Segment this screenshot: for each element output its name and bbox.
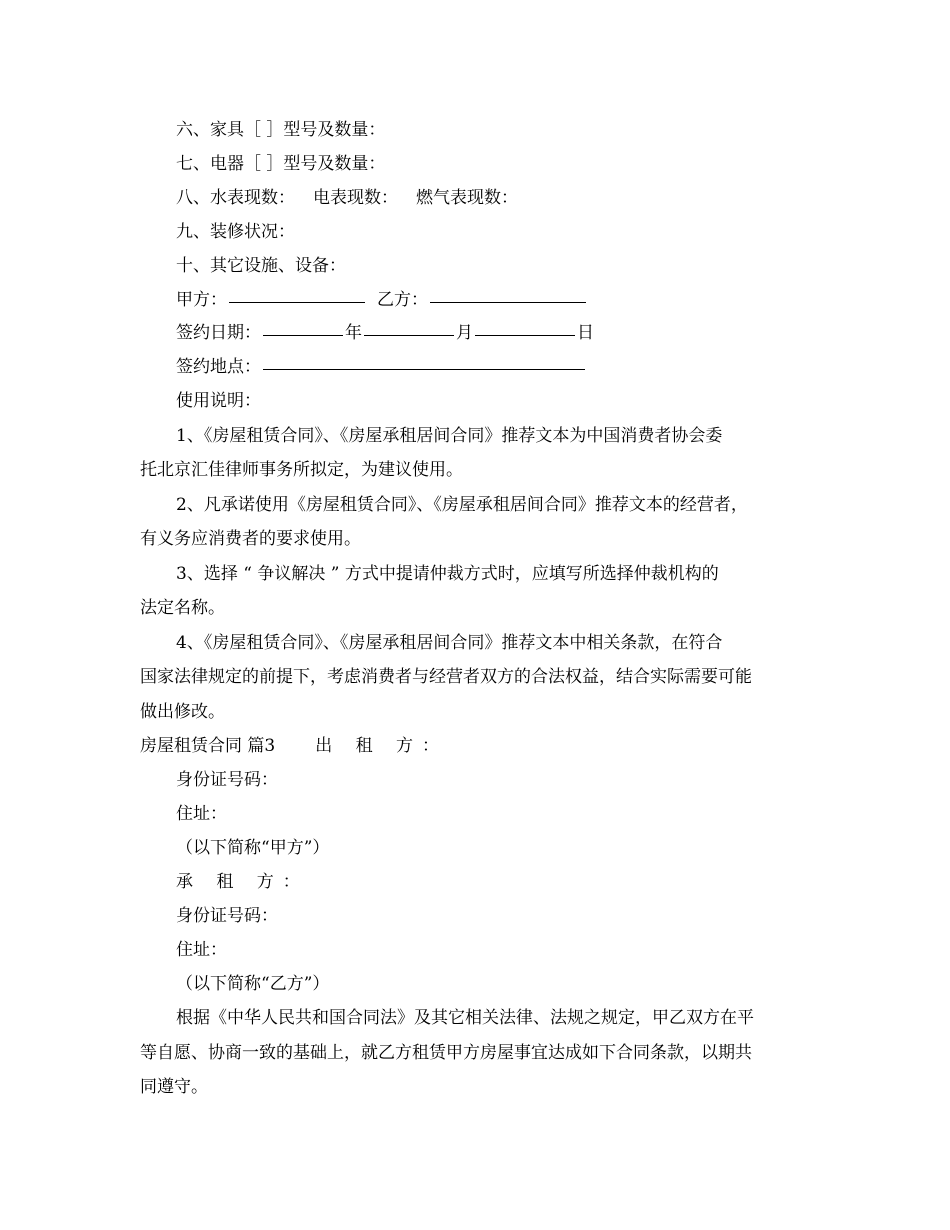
lessee-abbreviation: （以下简称“乙方”） xyxy=(176,974,330,994)
day-label: 日 xyxy=(577,323,594,343)
instruction-1-line-1: 1、《房屋租赁合同》、《房屋承租居间合同》推荐文本为中国消费者协会委 xyxy=(176,426,723,446)
intro-line-1: 根据《中华人民共和国合同法》及其它相关法律、法规之规定，甲乙双方在平 xyxy=(176,1008,754,1028)
party-b-blank xyxy=(430,301,586,303)
item-ten: 十、其它设施、设备： xyxy=(176,256,346,276)
instruction-1-line-2: 托北京汇佳律师事务所拟定，为建议使用。 xyxy=(140,460,463,480)
signing-date-label: 签约日期： xyxy=(176,323,261,343)
instructions-heading: 使用说明： xyxy=(176,391,261,411)
gas-meter-label: 燃气表现数： xyxy=(416,188,518,208)
year-blank xyxy=(263,334,343,336)
signing-date-line xyxy=(176,317,816,349)
signing-place-line xyxy=(176,351,816,383)
party-b-label: 乙方： xyxy=(377,290,428,310)
instruction-4-line-1: 4、《房屋租赁合同》、《房屋承租居间合同》推荐文本中相关条款，在符合 xyxy=(176,633,723,653)
day-blank xyxy=(475,334,575,336)
month-label: 月 xyxy=(456,323,473,343)
year-label: 年 xyxy=(345,323,362,343)
electric-meter-label: 电表现数： xyxy=(313,188,398,208)
instruction-4-line-3: 做出修改。 xyxy=(140,702,225,722)
lessee-id-label: 身份证号码： xyxy=(176,906,278,926)
lessor-abbreviation: （以下简称“甲方”） xyxy=(176,838,330,858)
instruction-3-line-1: 3、选择 “ 争议解决 ” 方式中提请仲裁方式时，应填写所选择仲裁机构的 xyxy=(176,564,719,584)
item-nine: 九、装修状况： xyxy=(176,222,295,242)
party-signature-line xyxy=(176,284,816,316)
instruction-2-line-2: 有义务应消费者的要求使用。 xyxy=(140,529,361,549)
instruction-4-line-2: 国家法律规定的前提下，考虑消费者与经营者双方的合法权益，结合实际需要可能 xyxy=(140,667,752,687)
place-blank xyxy=(263,368,585,370)
signing-place-label: 签约地点： xyxy=(176,357,261,377)
lessor-label: 出 租 方： xyxy=(315,736,449,756)
instruction-2-line-1: 2、凡承诺使用《房屋租赁合同》、《房屋承租居间合同》推荐文本的经营者， xyxy=(176,495,748,515)
month-blank xyxy=(364,334,454,336)
party-a-blank xyxy=(229,301,365,303)
contract-3-title-line xyxy=(140,730,780,762)
intro-line-2: 等自愿、协商一致的基础上，就乙方租赁甲方房屋事宜达成如下合同条款，以期共 xyxy=(140,1043,752,1063)
water-meter-label: 八、水表现数： xyxy=(176,188,295,208)
item-eight xyxy=(176,182,816,214)
item-seven: 七、电器［ ］型号及数量： xyxy=(176,154,386,174)
lessee-address-label: 住址： xyxy=(176,940,227,960)
lessor-address-label: 住址： xyxy=(176,804,227,824)
item-six: 六、家具［ ］型号及数量： xyxy=(176,120,386,140)
lessor-id-label: 身份证号码： xyxy=(176,770,278,790)
party-a-label: 甲方： xyxy=(176,290,227,310)
intro-line-3: 同遵守。 xyxy=(140,1077,208,1097)
lessee-label: 承 租 方： xyxy=(176,872,309,892)
contract-3-title: 房屋租赁合同 篇3 xyxy=(140,736,276,756)
instruction-3-line-2: 法定名称。 xyxy=(140,598,225,618)
